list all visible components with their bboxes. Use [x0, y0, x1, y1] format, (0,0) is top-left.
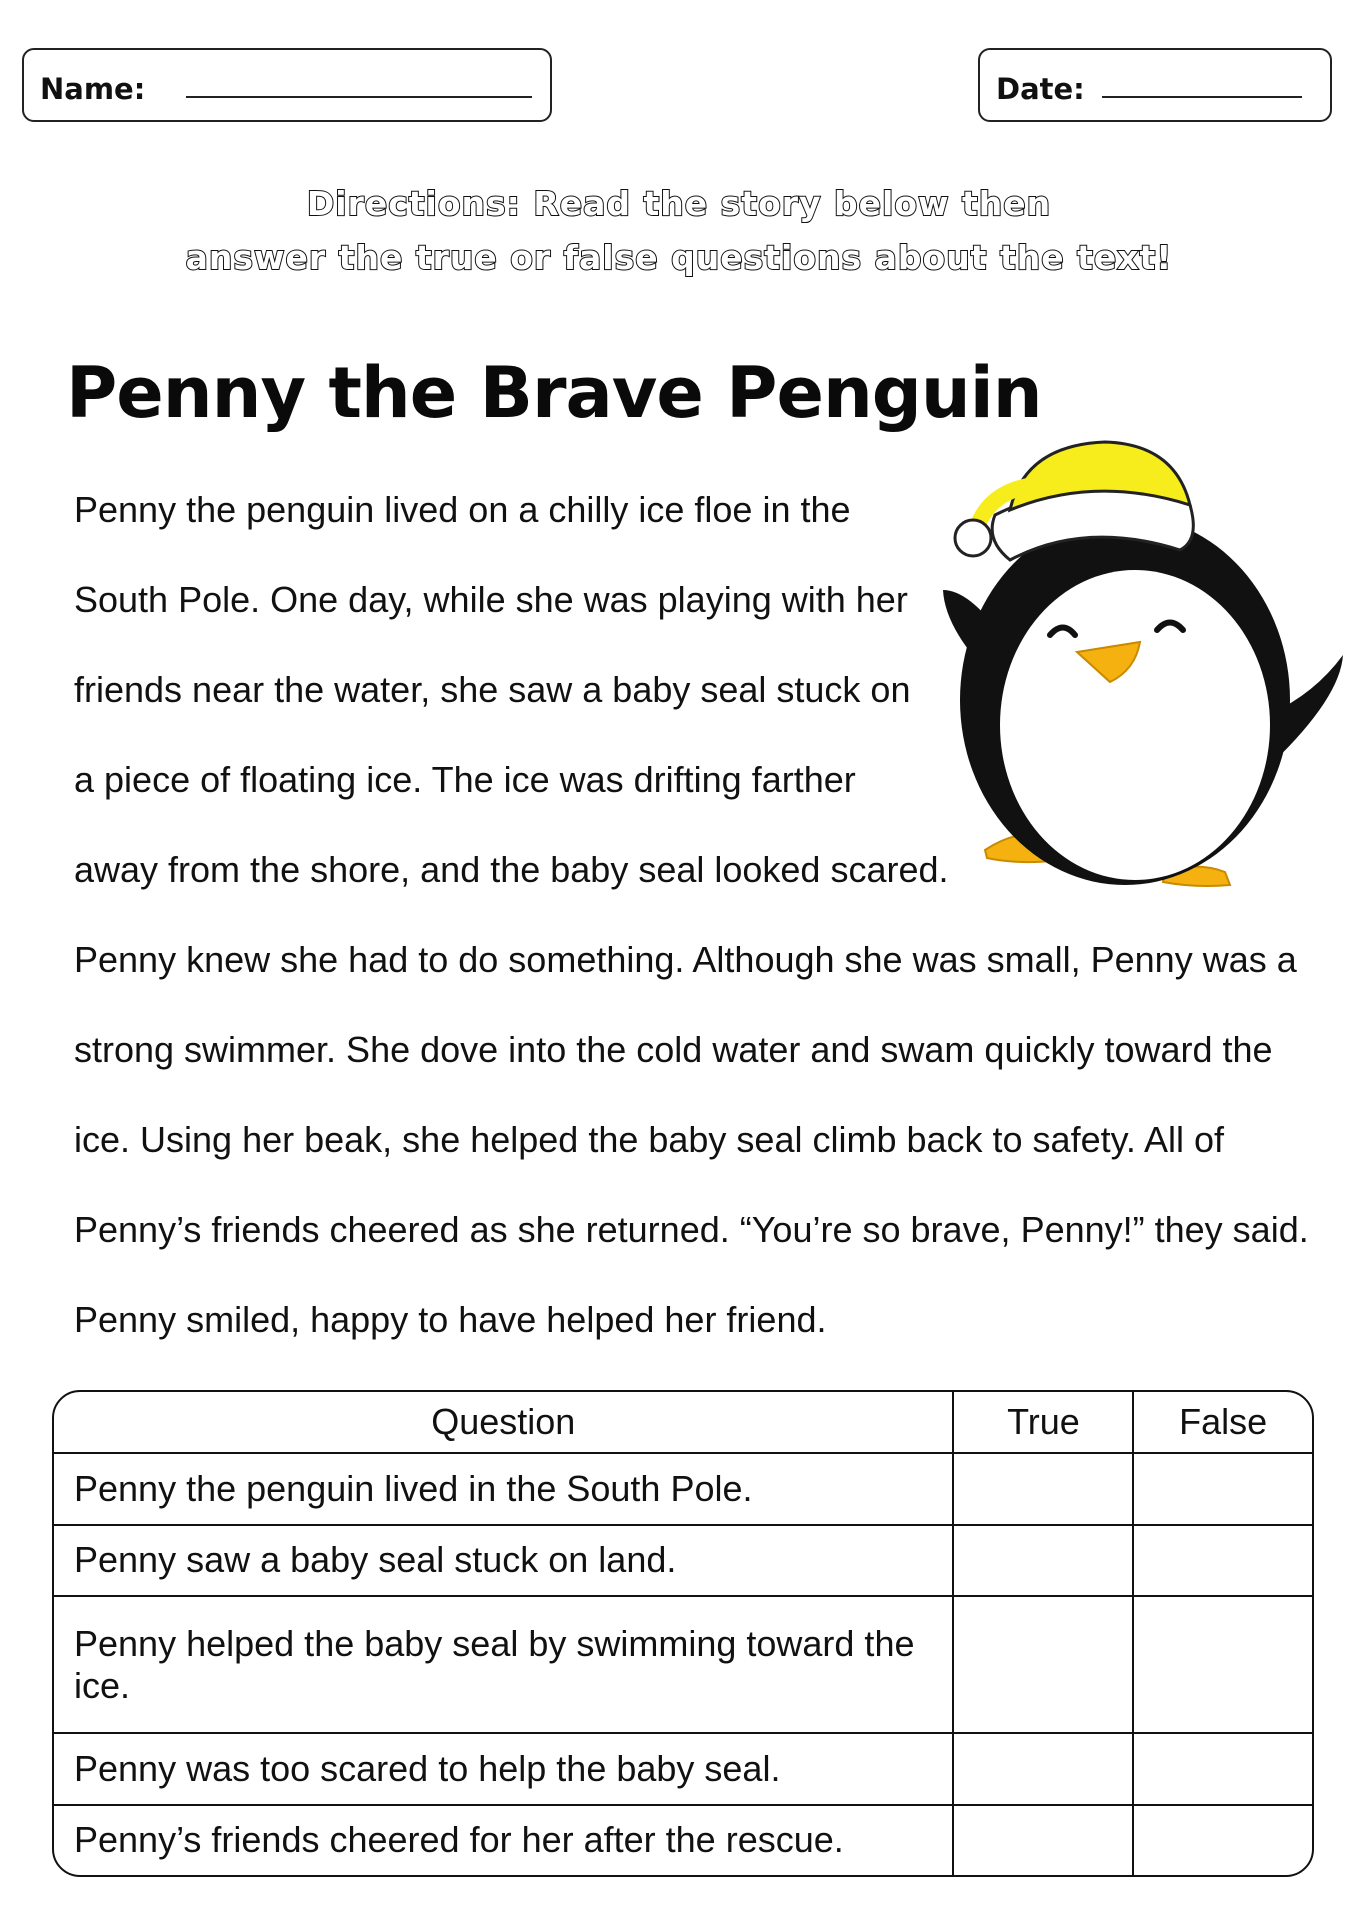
question-text: Penny’s friends cheered for her after the rescue. [54, 1805, 953, 1875]
penguin-icon [925, 430, 1345, 900]
question-column-header: Question [54, 1392, 953, 1453]
true-answer-cell[interactable] [953, 1733, 1133, 1805]
false-answer-cell[interactable] [1133, 1805, 1312, 1875]
true-answer-cell[interactable] [953, 1596, 1133, 1733]
table-row [54, 1733, 1312, 1805]
table-row [54, 1453, 1312, 1525]
question-text: Penny helped the baby seal by swimming toward the ice. [54, 1596, 953, 1733]
table-row [54, 1525, 1312, 1597]
false-answer-cell[interactable] [1133, 1733, 1312, 1805]
question-text: Penny saw a baby seal stuck on land. [54, 1525, 953, 1597]
directions-line-1: Directions: Read the story below then [306, 184, 1052, 223]
table-header-row [54, 1392, 1312, 1453]
date-field-box [978, 48, 1332, 122]
story-line: away from the shore, and the baby seal looked scared. [74, 849, 949, 890]
date-input-line[interactable] [1102, 96, 1302, 98]
true-answer-cell[interactable] [953, 1453, 1133, 1525]
story-line: a piece of floating ice. The ice was drifting farther [74, 759, 856, 800]
story-line: strong swimmer. She dove into the cold water and swam quickly toward the [74, 1029, 1273, 1070]
question-text: Penny the penguin lived in the South Pole. [54, 1453, 953, 1525]
directions-line-2: answer the true or false questions about the text! [185, 238, 1173, 277]
story-line: South Pole. One day, while she was playing with her [74, 579, 908, 620]
story-line: Penny’s friends cheered as she returned. “You’re so brave, Penny!” they said. [74, 1209, 1309, 1250]
true-column-header: True [953, 1392, 1133, 1453]
story-line: Penny knew she had to do something. Although she was small, Penny was a [74, 939, 1297, 980]
story-line: Penny smiled, happy to have helped her friend. [74, 1299, 827, 1340]
false-answer-cell[interactable] [1133, 1596, 1312, 1733]
story-line: ice. Using her beak, she helped the baby seal climb back to safety. All of [74, 1119, 1224, 1160]
name-input-line[interactable] [186, 96, 532, 98]
true-answer-cell[interactable] [953, 1805, 1133, 1875]
story-title: Penny the Brave Penguin [66, 352, 1042, 434]
name-field-box [22, 48, 552, 122]
story-line: friends near the water, she saw a baby seal stuck on [74, 669, 911, 710]
false-column-header: False [1133, 1392, 1312, 1453]
name-label: Name: [40, 72, 146, 106]
table-row [54, 1596, 1312, 1733]
date-label: Date: [996, 72, 1085, 106]
false-answer-cell[interactable] [1133, 1453, 1312, 1525]
false-answer-cell[interactable] [1133, 1525, 1312, 1597]
story-line: Penny the penguin lived on a chilly ice floe in the [74, 489, 851, 530]
true-false-table [52, 1390, 1314, 1877]
true-answer-cell[interactable] [953, 1525, 1133, 1597]
question-text: Penny was too scared to help the baby seal. [54, 1733, 953, 1805]
table-row [54, 1805, 1312, 1875]
